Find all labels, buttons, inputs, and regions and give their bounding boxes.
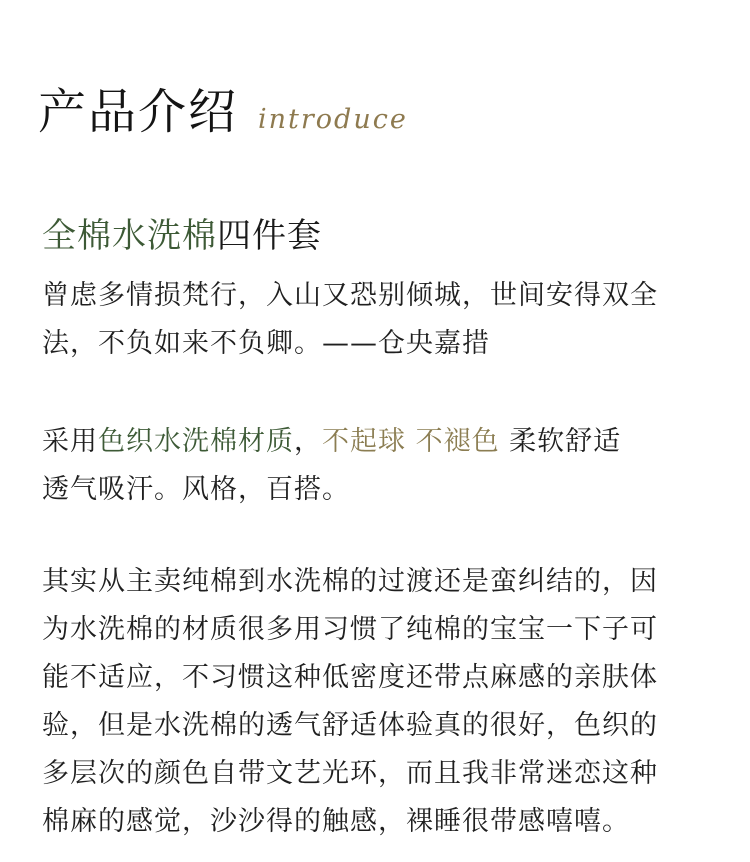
description-line: 验，但是水洗棉的透气舒适体验真的很好，色织的	[42, 710, 658, 741]
description-line: 其实从主卖纯棉到水洗棉的过渡还是蛮纠结的，因	[42, 566, 658, 597]
features-paragraph	[42, 418, 712, 514]
description-line: 多层次的颜色自带文艺光环，而且我非常迷恋这种	[42, 758, 658, 789]
features-comma: ，	[294, 426, 322, 457]
quote-line: 法，不负如来不负卿。——仓央嘉措	[42, 328, 490, 359]
section-title: 产品介绍	[38, 84, 239, 140]
section-subtitle: introduce	[258, 104, 408, 135]
features-material: 色织水洗棉材质	[98, 426, 294, 457]
features-prefix: 采用	[42, 426, 98, 457]
description-line: 棉麻的感觉，沙沙得的触感，裸睡很带感嘻嘻。	[42, 806, 630, 837]
product-name-rest: 四件套	[217, 216, 322, 256]
section-header	[38, 82, 408, 142]
features-line-1	[42, 418, 712, 466]
product-name-highlight: 全棉水洗棉	[42, 216, 217, 256]
quote-line: 曾虑多情损梵行，入山又恐别倾城，世间安得双全	[42, 280, 658, 311]
features-line-2: 透气吸汗。风格，百搭。	[42, 474, 350, 505]
description-line: 为水洗棉的材质很多用习惯了纯棉的宝宝一下子可	[42, 614, 658, 645]
features-qualities: 不起球 不褪色	[322, 426, 500, 457]
product-name	[42, 214, 322, 258]
description-line: 能不适应，不习惯这种低密度还带点麻感的亲肤体	[42, 662, 658, 693]
description-paragraph	[42, 558, 712, 846]
quote-paragraph	[42, 272, 712, 368]
features-rest: 柔软舒适	[499, 426, 622, 457]
